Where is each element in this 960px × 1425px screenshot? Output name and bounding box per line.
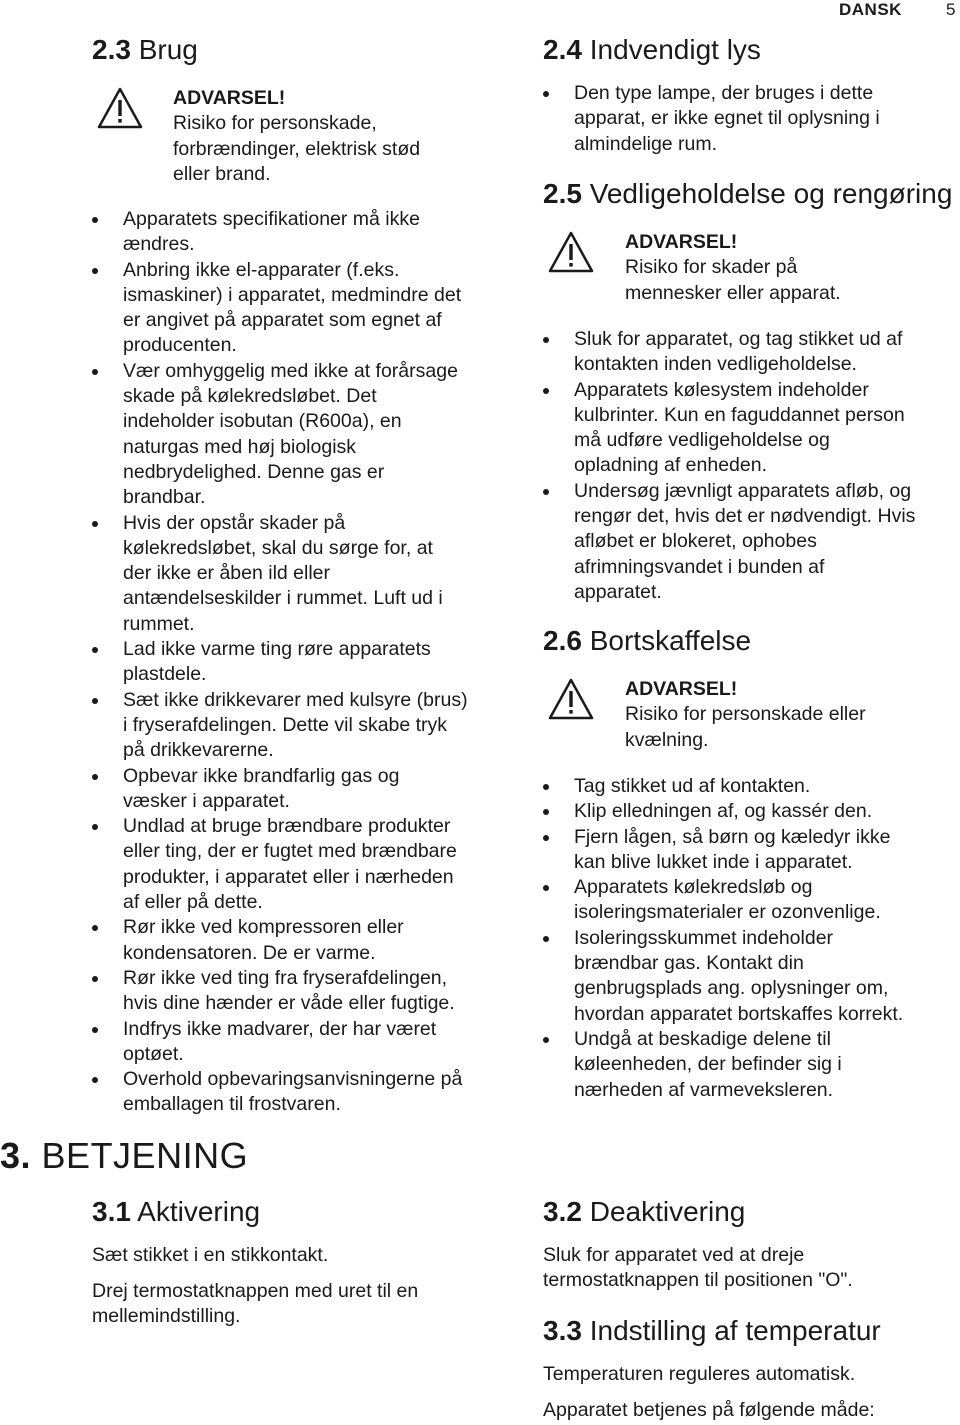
use-bullet-list (92, 207, 522, 1118)
warning-line: Risiko for personskade eller (625, 703, 866, 726)
disposal-bullet-list (543, 774, 958, 1103)
list-item: Lad ikke varme ting røre apparatets plastdele. (92, 637, 522, 688)
list-item: Sluk for apparatet, og tag stikket ud af kontakten inden vedligeholdelse. (543, 327, 958, 378)
section-title: Aktivering (137, 1196, 261, 1227)
section-2-6-heading (543, 625, 751, 657)
warning-title: ADVARSEL! (173, 87, 286, 109)
list-item: Undlad at bruge brændbare produkter eller ting, der er fugtet med brændbare produkter, i apparatet eller i nærheden af eller på dette. (92, 814, 522, 915)
list-item: Overhold opbevaringsanvisningerne på emballagen til frostvaren. (92, 1067, 522, 1118)
warning-content (625, 230, 841, 306)
warning-title: ADVARSEL! (625, 678, 738, 700)
maintenance-bullet-list (543, 327, 958, 605)
list-item: Anbring ikke el-apparater (f.eks. ismaskiner) i apparatet, medmindre det er angivet på apparatet som egnet af producenten. (92, 258, 522, 359)
list-item: Hvis der opstår skader på kølekredsløbet, skal du sørge for, at der ikke er åben ild eller antændelseskilder i rummet. Luft ud i rummet. (92, 511, 522, 637)
warning-content (625, 677, 866, 753)
warning-content (173, 86, 420, 187)
section-number: 3.3 (543, 1315, 582, 1346)
deactivation-paragraph: Sluk for apparatet ved at dreje termostatknappen til positionen "O". (543, 1244, 853, 1292)
section-3-1-heading (92, 1196, 260, 1228)
warning-title: ADVARSEL! (625, 231, 738, 253)
warning-triangle-icon (547, 230, 595, 274)
temperature-paragraph: Temperaturen reguleres automatisk. (543, 1363, 856, 1385)
page-number: 5 (946, 0, 956, 19)
section-number: 2.4 (543, 34, 582, 65)
section-title: Indstilling af temperatur (589, 1315, 881, 1346)
list-item: Apparatets kølekredsløb og isoleringsmaterialer er ozonvenlige. (543, 875, 958, 926)
chapter-number: 3. (0, 1135, 32, 1176)
warning-block-maintenance (547, 230, 947, 306)
list-item: Rør ikke ved ting fra fryserafdelingen, hvis dine hænder er våde eller fugtige. (92, 966, 522, 1017)
warning-line: Risiko for skader på (625, 256, 798, 279)
section-title: Bortskaffelse (589, 625, 752, 656)
list-item: Vær omhyggelig med ikke at forårsage skade på kølekredsløbet. Det indeholder isobutan (R600a), en naturgas med høj biologisk nedbrydelighed. Denne gas er brandbar. (92, 359, 522, 511)
warning-triangle-icon (547, 677, 595, 721)
list-item: Apparatets kølesystem indeholder kulbrinter. Kun en faguddannet person må udføre vedligeholdelse og opladning af enheden. (543, 378, 958, 479)
list-item: Apparatets specifikationer må ikke ændres. (92, 207, 522, 258)
list-item: Opbevar ikke brandfarlig gas og væsker i apparatet. (92, 764, 522, 815)
list-item: Den type lampe, der bruges i dette apparat, er ikke egnet til oplysning i almindelige rum. (543, 81, 958, 157)
warning-line: forbrændinger, elektrisk stød (173, 137, 421, 160)
list-item: Undgå at beskadige delene til køleenheden, der befinder sig i nærheden af varmeveksleren. (543, 1027, 958, 1103)
warning-block-use (96, 86, 496, 187)
section-number: 2.6 (543, 625, 582, 656)
list-item: Undersøg jævnligt apparatets afløb, og rengør det, hvis det er nødvendigt. Hvis afløbet er blokeret, ophobes afrimningsvandet i bunden af apparatet. (543, 479, 958, 605)
warning-line: eller brand. (173, 162, 271, 185)
warning-triangle-icon (96, 86, 144, 130)
light-bullet-list (543, 81, 958, 157)
section-title: Indvendigt lys (589, 34, 761, 65)
warning-line: mennesker eller apparat. (625, 281, 841, 304)
activation-paragraph: Drej termostatknappen med uret til en mellemindstilling. (92, 1280, 419, 1328)
section-number: 2.3 (92, 34, 131, 65)
list-item: Rør ikke ved kompressoren eller kondensatoren. De er varme. (92, 915, 522, 966)
list-item: Isoleringsskummet indeholder brændbar gas. Kontakt din genbrugsplads ang. oplysninger om, hvordan apparatet bortskaffes korrekt. (543, 926, 958, 1027)
list-item: Tag stikket ud af kontakten. (543, 774, 958, 799)
language-label: DANSK (839, 0, 902, 19)
list-item: Klip elledningen af, og kassér den. (543, 799, 958, 824)
section-title: Vedligeholdelse og rengøring (589, 178, 953, 209)
warning-line: Risiko for personskade, (173, 112, 377, 135)
section-2-5-heading (543, 178, 952, 210)
section-3-2-heading (543, 1196, 745, 1228)
warning-block-disposal (547, 677, 947, 753)
section-2-3-heading (92, 34, 198, 66)
list-item: Fjern lågen, så børn og kæledyr ikke kan blive lukket inde i apparatet. (543, 825, 958, 876)
section-number: 2.5 (543, 178, 582, 209)
chapter-title: BETJENING (41, 1135, 249, 1176)
section-2-4-heading (543, 34, 761, 66)
activation-paragraph: Sæt stikket i en stikkontakt. (92, 1244, 329, 1266)
warning-line: kvælning. (625, 728, 709, 751)
section-title: Deaktivering (589, 1196, 746, 1227)
list-item: Indfrys ikke madvarer, der har været optøet. (92, 1017, 522, 1068)
section-number: 3.1 (92, 1196, 131, 1227)
list-item: Sæt ikke drikkevarer med kulsyre (brus) i fryserafdelingen. Dette vil skabe tryk på drikkevarerne. (92, 688, 522, 764)
section-title: Brug (138, 34, 198, 65)
section-3-3-heading (543, 1315, 881, 1347)
temperature-paragraph: Apparatet betjenes på følgende måde: (543, 1399, 875, 1421)
section-number: 3.2 (543, 1196, 582, 1227)
chapter-3-heading (0, 1136, 248, 1176)
